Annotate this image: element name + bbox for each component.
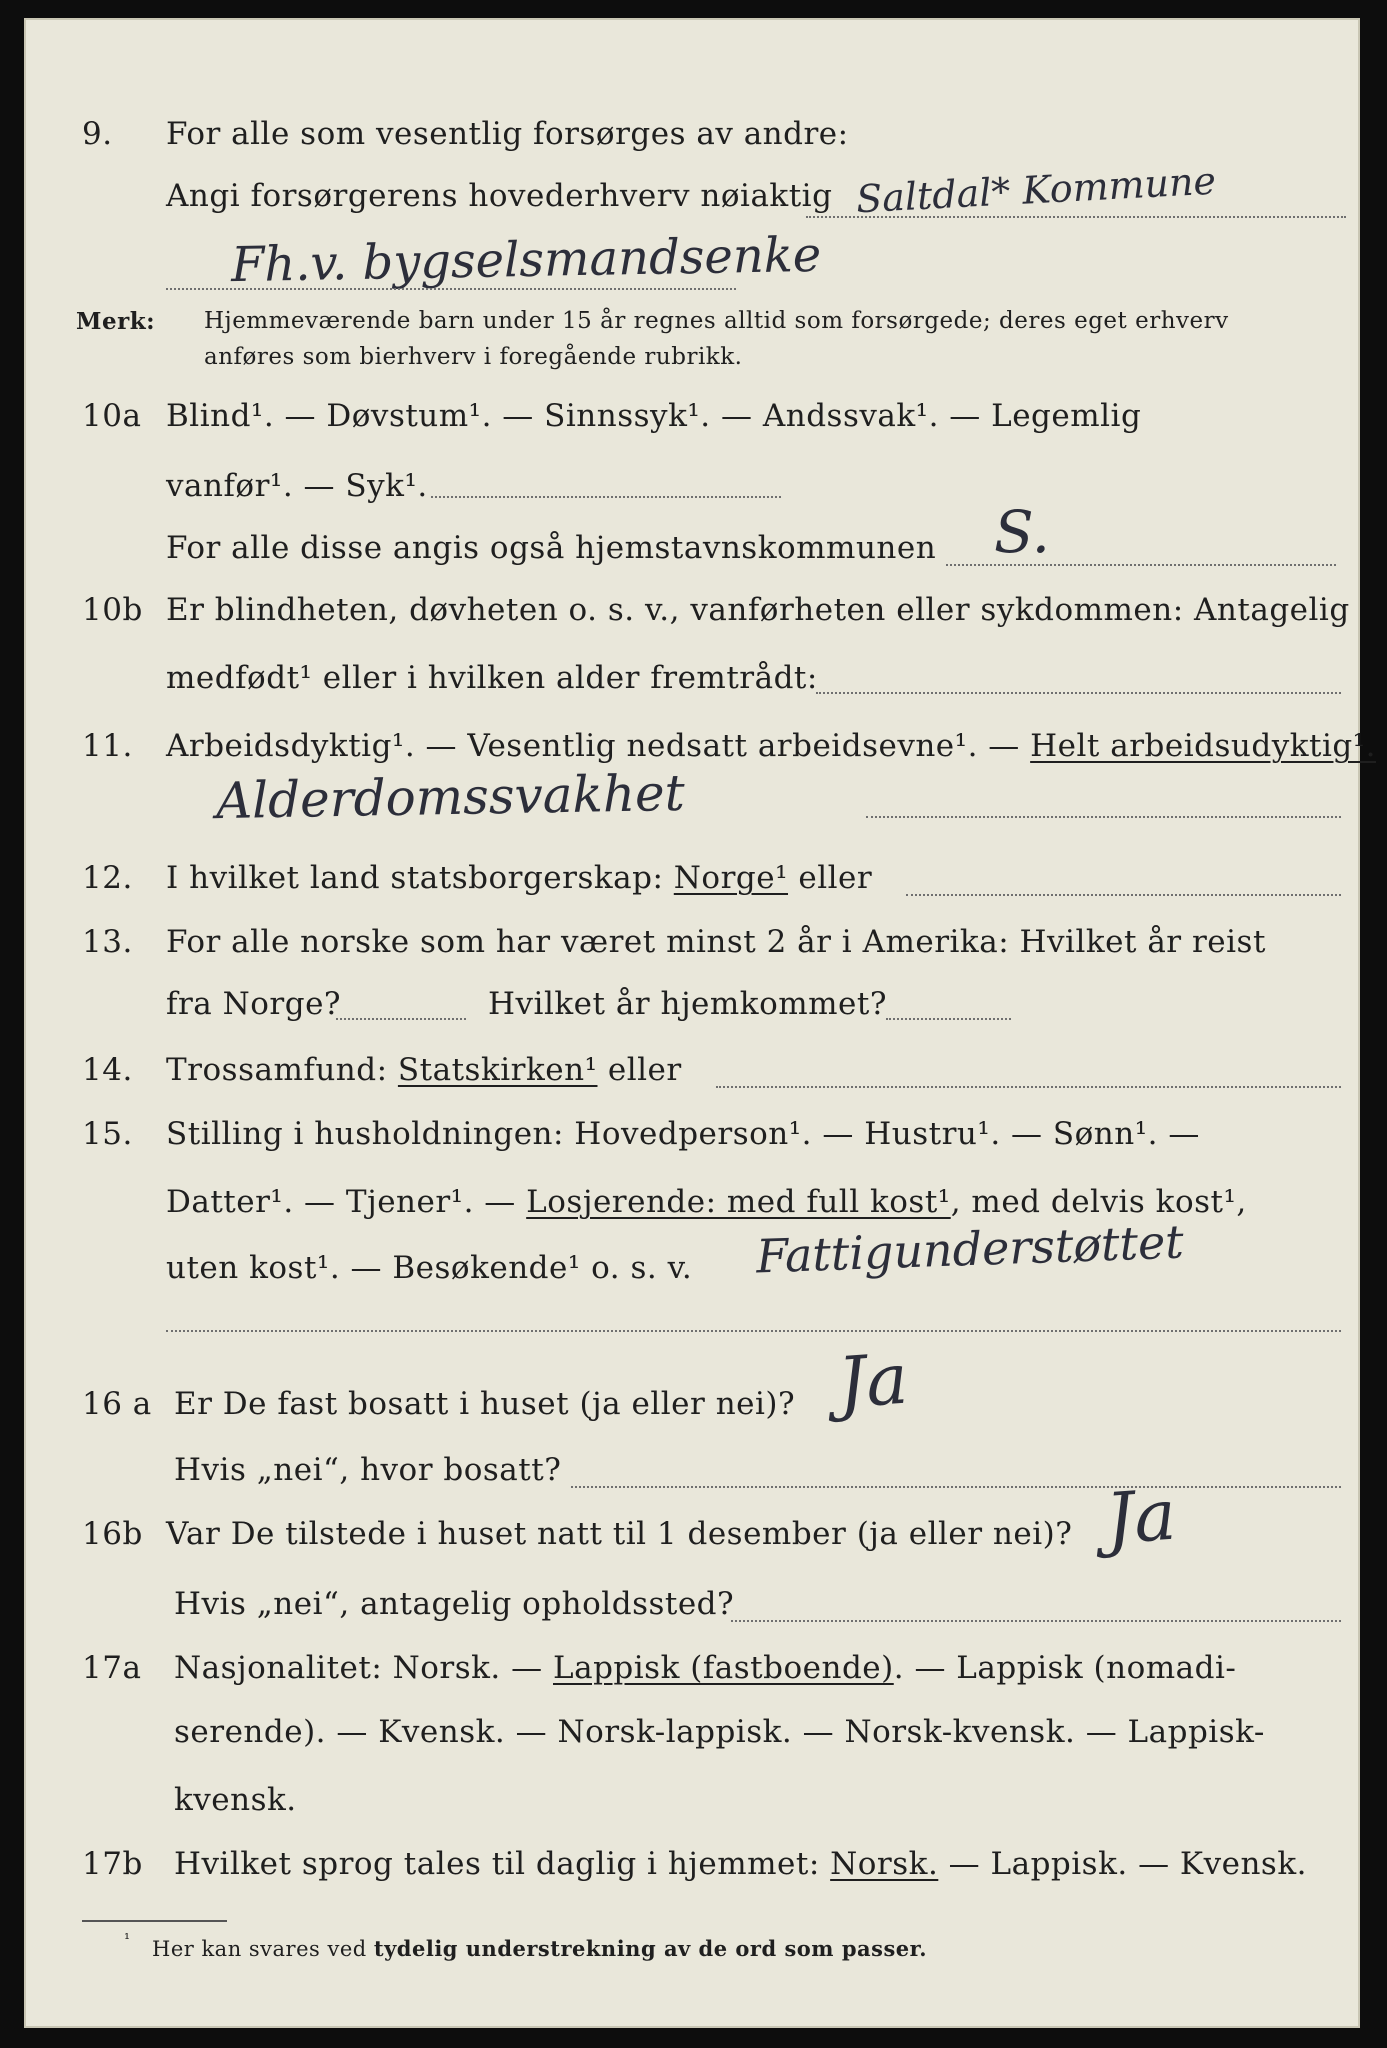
- q12-selected-option: Norge¹: [673, 860, 789, 896]
- q9-handwritten-answer-b: Fh.v. bygselsmandsenke: [230, 226, 822, 294]
- q12-number: 12.: [82, 860, 133, 896]
- q14-question: [166, 1052, 682, 1088]
- q13-question: For alle norske som har været minst 2 år i Amerika: Hvilket år reist: [166, 924, 1266, 960]
- q13-number: 13.: [82, 924, 133, 960]
- footnote-text-a: Her kan svares ved: [152, 1937, 374, 1961]
- q11-question: [166, 728, 1376, 764]
- q17b-question: [174, 1846, 1307, 1882]
- q9-handwritten-answer-a: Saltdal* Kommune: [855, 158, 1217, 222]
- q11-number: 11.: [82, 728, 133, 764]
- q10a-question-3: For alle disse angis også hjemstavnskommunen: [166, 530, 937, 566]
- q12-text-a: I hvilket land statsborgerskap:: [166, 860, 674, 896]
- q17a-number: 17a: [82, 1650, 142, 1686]
- q11-handwritten-answer: Alderdomssvakhet: [215, 763, 686, 831]
- answer-line: [166, 288, 736, 290]
- q13-question-2a: fra Norge?: [166, 986, 342, 1022]
- q15-question: Stilling i husholdningen: Hovedperson¹. — Hustru¹. — Sønn¹. —: [166, 1116, 1200, 1152]
- q16b-number: 16b: [82, 1516, 143, 1552]
- q17b-selected-option: Norsk.: [830, 1846, 939, 1882]
- footnote-mark: ¹: [124, 1930, 131, 1948]
- q16a-question-2: Hvis „nei“, hvor bosatt?: [174, 1452, 562, 1488]
- q10b-number: 10b: [82, 592, 143, 628]
- answer-line: [336, 1018, 466, 1020]
- answer-line: [431, 496, 781, 498]
- q17b-text-c: — Lappisk. — Kvensk.: [938, 1846, 1307, 1882]
- q17a-selected-option: Lappisk (fastboende): [553, 1650, 894, 1686]
- q14-number: 14.: [82, 1052, 133, 1088]
- answer-line: [866, 816, 1341, 818]
- q10b-question: Er blindheten, døvheten o. s. v., vanførheten eller sykdommen: Antagelig: [166, 592, 1350, 628]
- q16b-question: Var De tilstede i huset natt til 1 desember (ja eller nei)?: [166, 1516, 1073, 1552]
- q13-question-2b: Hvilket år hjemkommet?: [488, 986, 887, 1022]
- q14-selected-option: Statskirken¹: [397, 1052, 598, 1088]
- q15-text-c: , med delvis kost¹,: [950, 1184, 1247, 1220]
- answer-line: [731, 1620, 1341, 1622]
- footnote-text: [152, 1936, 927, 1961]
- answer-line: [886, 1018, 1011, 1020]
- q15-question-3: uten kost¹. — Besøkende¹ o. s. v.: [166, 1250, 693, 1286]
- q16b-handwritten-answer: Ja: [1103, 1473, 1179, 1561]
- answer-line: [906, 894, 1341, 896]
- q10a-handwritten-answer: S.: [994, 498, 1051, 566]
- q17a-question-2: serende). — Kvensk. — Norsk-lappisk. — Norsk-kvensk. — Lappisk-: [174, 1714, 1265, 1750]
- answer-line: [571, 1486, 1341, 1488]
- footnote-text-b: tydelig understrekning av de ord som passer.: [373, 1936, 928, 1961]
- q16a-handwritten-answer: Ja: [835, 1337, 911, 1425]
- q17a-question-3: kvensk.: [174, 1782, 297, 1818]
- q10a-question-2: vanfør¹. — Syk¹.: [166, 468, 428, 504]
- q17b-text-a: Hvilket sprog tales til daglig i hjemmet:: [174, 1846, 831, 1882]
- q15-text-a: Datter¹. — Tjener¹. —: [166, 1184, 527, 1220]
- footnote-rule: [82, 1920, 227, 1922]
- q15-selected-option: Losjerende: med full kost¹: [526, 1184, 951, 1220]
- q16b-question-2: Hvis „nei“, antagelig opholdssted?: [174, 1586, 735, 1622]
- q11-selected-option: Helt arbeidsudyktig¹.: [1030, 728, 1377, 764]
- q9-question: For alle som vesentlig forsørges av andre:: [166, 116, 849, 152]
- q12-text-c: eller: [788, 860, 873, 896]
- q15-question-2: [166, 1184, 1247, 1220]
- answer-line: [816, 692, 1341, 694]
- q11-text-a: Arbeidsdyktig¹. — Vesentlig nedsatt arbeidsevne¹. —: [166, 728, 1031, 764]
- q14-text-c: eller: [597, 1052, 682, 1088]
- q10a-number: 10a: [82, 398, 142, 434]
- q9-question-2: Angi forsørgerens hovederhverv nøiaktig: [166, 178, 833, 214]
- merk-text-1: Hjemmeværende barn under 15 år regnes alltid som forsørgede; deres eget erhverv: [204, 308, 1229, 334]
- q16a-number: 16 a: [82, 1386, 152, 1422]
- q15-handwritten-answer: Fattigunderstøttet: [755, 1214, 1185, 1284]
- q17a-text-a: Nasjonalitet: Norsk. —: [174, 1650, 553, 1686]
- q9-number: 9.: [82, 116, 113, 152]
- q15-number: 15.: [82, 1116, 133, 1152]
- q10a-question: Blind¹. — Døvstum¹. — Sinnssyk¹. — Andssvak¹. — Legemlig: [166, 398, 1142, 434]
- q17a-question: [174, 1650, 1236, 1686]
- q16a-question: Er De fast bosatt i huset (ja eller nei)?: [174, 1386, 796, 1422]
- census-form-page: [24, 18, 1377, 2028]
- q17a-text-c: . — Lappisk (nomadi-: [893, 1650, 1237, 1686]
- merk-label: Merk:: [76, 308, 156, 335]
- q10b-question-2: medfødt¹ eller i hvilken alder fremtrådt:: [166, 660, 818, 696]
- q12-question: [166, 860, 872, 896]
- answer-line: [716, 1086, 1341, 1088]
- merk-text-2: anføres som bierhverv i foregående rubrikk.: [204, 344, 743, 370]
- q17b-number: 17b: [82, 1846, 143, 1882]
- q14-text-a: Trossamfund:: [166, 1052, 398, 1088]
- answer-line: [166, 1330, 1341, 1332]
